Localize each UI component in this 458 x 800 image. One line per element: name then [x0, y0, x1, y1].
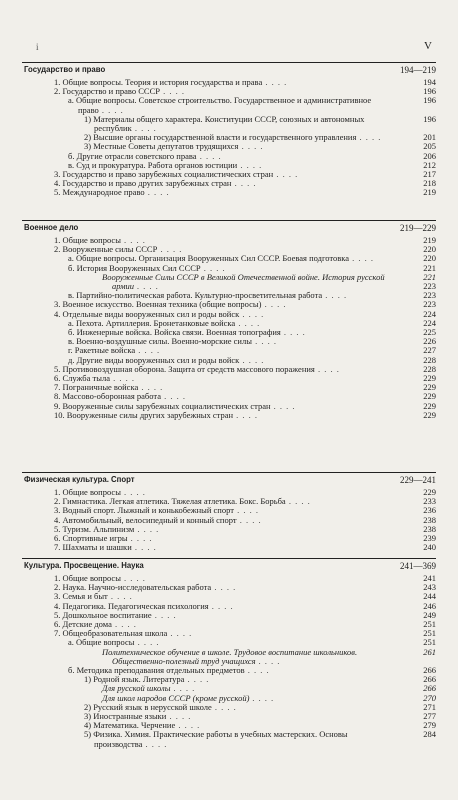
section-page-range: 219—229	[400, 223, 436, 233]
entry-page: 228	[423, 354, 436, 365]
entry-text: 10. Вооруженные силы других зарубежных стран	[54, 409, 234, 420]
dot-leader: . . . .	[239, 354, 265, 365]
section-title: Культура. Просвещение. Наука	[24, 561, 144, 570]
entry-text: 3) Местные Советы депутатов трудящихся	[84, 141, 239, 152]
entry-page: 229	[423, 487, 436, 497]
toc-entry	[22, 409, 436, 420]
entry-page: 270	[423, 692, 436, 703]
dot-leader: . . . .	[196, 150, 222, 161]
dot-leader: . . . .	[233, 409, 259, 420]
dot-leader: . . . .	[239, 308, 265, 319]
entry-page: 251	[423, 628, 436, 639]
entry-text: 6. Служба тыла	[54, 373, 110, 384]
section-title: Физическая культура. Спорт	[24, 475, 135, 484]
entry-page: 228	[423, 363, 436, 374]
entry-text: 5. Туризм. Альпинизм	[54, 523, 135, 534]
entry-page: 196	[423, 113, 436, 124]
entry-text: 7. Пограничные войска	[54, 382, 139, 393]
entry-text: 5. Дошкольное воспитание	[54, 609, 152, 620]
entry-page: 249	[423, 609, 436, 620]
entry-page: 223	[423, 290, 436, 301]
dot-leader: . . . .	[184, 674, 210, 685]
entry-text: 1. Общие вопросы	[54, 235, 121, 245]
entry-page: 220	[423, 253, 436, 264]
toc-entry	[22, 674, 436, 685]
entry-page: 266	[423, 674, 436, 685]
entry-page: 244	[423, 591, 436, 602]
section-title: Военное дело	[24, 223, 79, 232]
entry-page: 239	[423, 533, 436, 544]
entry-text: 1. Общие вопросы	[54, 487, 121, 497]
entry-text: 4. Отдельные виды вооруженных сил и роды войск	[54, 308, 240, 319]
dot-leader: . . . .	[285, 496, 311, 507]
dot-leader: . . . .	[138, 382, 164, 393]
entry-page: 196	[423, 86, 436, 97]
entry-page: 194	[423, 77, 436, 87]
dot-leader: . . . .	[120, 573, 146, 583]
dot-leader: . . . .	[211, 582, 237, 593]
entry-text: 2. Наука. Научно-исследовательская работа	[54, 582, 212, 593]
entry-text: г. Ракетные войска	[68, 345, 136, 356]
dot-leader: . . . .	[120, 487, 146, 497]
entry-page: 251	[423, 637, 436, 648]
entry-text: 3. Военное искусство. Военная техника (общие вопросы)	[54, 299, 262, 310]
section-heading	[22, 558, 436, 572]
entry-page: 238	[423, 523, 436, 534]
entry-text: 3. Семья и быт	[54, 591, 108, 602]
dot-leader: . . . .	[98, 104, 124, 115]
dot-leader: . . . .	[356, 132, 382, 143]
toc-entry	[22, 113, 436, 134]
toc-section	[22, 62, 436, 198]
entry-text: а. Общие вопросы. Организация Вооруженных Сил СССР. Боевая подготовка	[68, 253, 350, 264]
dot-leader: . . . .	[349, 253, 375, 264]
entry-text: 6. Детские дома	[54, 619, 112, 630]
entry-page: 229	[423, 373, 436, 384]
dot-leader: . . . .	[170, 683, 196, 694]
entry-page: 201	[423, 132, 436, 143]
dot-leader: . . . .	[144, 187, 170, 198]
entry-text: 7. Шахматы и шашки	[54, 542, 132, 553]
entry-page: 223	[423, 281, 436, 292]
section-page-range: 241—369	[400, 561, 436, 571]
entry-page: 221	[423, 262, 436, 273]
dot-leader: . . . .	[211, 701, 237, 712]
entry-text: а. Общие вопросы	[68, 637, 135, 648]
entry-text: 5) Физика. Химия. Практические работы в учебных мастерских. Основы производства	[84, 729, 348, 749]
toc-section	[22, 558, 436, 749]
section-heading	[22, 472, 436, 486]
dot-leader: . . . .	[238, 141, 264, 152]
dot-leader: . . . .	[231, 178, 257, 189]
entry-text: 3) Иностранные языки	[84, 711, 167, 722]
dot-leader: . . . .	[134, 523, 160, 534]
entry-text: б. Другие отрасли советского права	[68, 150, 197, 161]
toc-entry	[22, 646, 436, 666]
dot-leader: . . . .	[235, 317, 261, 328]
dot-leader: . . . .	[120, 235, 146, 245]
entry-page: 196	[423, 95, 436, 106]
entry-page: 221	[423, 271, 436, 282]
entry-page: 266	[423, 665, 436, 676]
entry-text: а. Общие вопросы. Советское строительство. Государственное и административное право	[68, 95, 372, 115]
entry-page: 229	[423, 400, 436, 411]
entry-page: 241	[423, 573, 436, 583]
entry-page: 277	[423, 711, 436, 722]
entry-page: 266	[423, 683, 436, 694]
dot-leader: . . . .	[208, 600, 234, 611]
entry-text: 2. Гимнастика. Легкая атлетика. Тяжелая атлетика. Бокс. Борьба	[54, 496, 286, 507]
toc-entry	[22, 187, 436, 198]
dot-leader: . . . .	[135, 345, 161, 356]
entry-page: 229	[423, 382, 436, 393]
entry-text: д. Другие виды вооруженных сил и роды войск	[68, 354, 240, 365]
section-page-range: 194—219	[400, 65, 436, 75]
entry-text: б. Методика преподавания отдельных предметов	[68, 665, 245, 676]
entry-text: в. Партийно-политическая работа. Культурно-просветительная работа	[68, 290, 323, 301]
entry-text: 3. Водный спорт. Лыжный и конькобежный спорт	[54, 505, 234, 516]
dot-leader: . . . .	[251, 336, 277, 347]
entry-text: 4. Педагогика. Педагогическая психология	[54, 600, 209, 611]
section-heading	[22, 62, 436, 76]
entry-page: 220	[423, 244, 436, 255]
entry-text: 7. Общеобразовательная школа	[54, 628, 168, 639]
entry-page: 261	[423, 646, 436, 657]
dot-leader: . . . .	[280, 327, 306, 338]
entry-text: 3. Государство и право зарубежных социалистических стран	[54, 169, 274, 180]
entry-text: 9. Вооруженные силы зарубежных социалистических стран	[54, 400, 271, 411]
entry-page: 223	[423, 299, 436, 310]
entry-page: 205	[423, 141, 436, 152]
entry-page: 246	[423, 600, 436, 611]
entry-page: 229	[423, 391, 436, 402]
toc-entry	[22, 711, 436, 722]
entry-page: 225	[423, 327, 436, 338]
toc-section	[22, 472, 436, 552]
entry-text: 2. Вооруженные силы СССР	[54, 244, 158, 255]
dot-leader: . . . .	[261, 299, 287, 310]
entry-page: 218	[423, 178, 436, 189]
dot-leader: . . . .	[159, 86, 185, 97]
dot-leader: . . . .	[167, 628, 193, 639]
dot-leader: . . . .	[151, 609, 177, 620]
toc-entry	[22, 701, 436, 712]
section-title: Государство и право	[24, 65, 106, 74]
dot-leader: . . . .	[157, 244, 183, 255]
dot-leader: . . . .	[322, 290, 348, 301]
dot-leader: . . . .	[166, 711, 192, 722]
entry-text: Политехническое обучение в школе. Трудовое воспитание школьников. Общественно-полезный труд учащихся	[102, 646, 358, 666]
dot-leader: . . . .	[142, 738, 168, 749]
toc-entry	[22, 95, 436, 115]
entry-text: 1) Материалы общего характера. Конституции СССР, союзных и автономных республик	[84, 113, 365, 134]
entry-text: в. Суд и прокуратура. Работа органов юстиции	[68, 159, 238, 170]
dot-leader: . . . .	[111, 619, 137, 630]
entry-text: 2) Высшие органы государственной власти и государственного управления	[84, 132, 357, 143]
entry-text: б. История Вооруженных Сил СССР	[68, 262, 201, 273]
dot-leader: . . . .	[249, 692, 275, 703]
corner-mark: i	[36, 42, 39, 52]
dot-leader: . . . .	[131, 123, 157, 134]
dot-leader: . . . .	[175, 720, 201, 731]
dot-leader: . . . .	[236, 514, 262, 525]
entry-page: 240	[423, 542, 436, 553]
section-page-range: 229—241	[400, 475, 436, 485]
dot-leader: . . . .	[233, 505, 259, 516]
dot-leader: . . . .	[255, 655, 281, 666]
entry-page: 238	[423, 514, 436, 525]
dot-leader: . . . .	[262, 77, 288, 87]
dot-leader: . . . .	[127, 533, 153, 544]
dot-leader: . . . .	[134, 637, 160, 648]
dot-leader: . . . .	[134, 281, 160, 292]
entry-text: а. Пехота. Артиллерия. Бронетанковые войска	[68, 317, 236, 328]
entry-page: 219	[423, 187, 436, 198]
entry-page: 271	[423, 701, 436, 712]
entry-text: 1. Общие вопросы	[54, 573, 121, 583]
entry-page: 251	[423, 619, 436, 630]
entry-text: 1) Родной язык. Литература	[84, 674, 185, 685]
toc-entry	[22, 729, 436, 749]
entry-text: 4) Математика. Черчение	[84, 720, 176, 731]
entry-text: 2. Государство и право СССР	[54, 86, 160, 97]
dot-leader: . . . .	[273, 169, 299, 180]
entry-text: 6. Спортивные игры	[54, 533, 128, 544]
dot-leader: . . . .	[109, 373, 135, 384]
entry-text: 1. Общие вопросы. Теория и история государства и права	[54, 77, 263, 87]
entry-page: 212	[423, 159, 436, 170]
entry-page: 243	[423, 582, 436, 593]
entry-page: 233	[423, 496, 436, 507]
entry-text: в. Военно-воздушные силы. Военно-морские силы	[68, 336, 252, 347]
entry-text: 5. Международное право	[54, 187, 145, 198]
entry-page: 226	[423, 336, 436, 347]
entry-text: 4. Автомобильный, велосипедный и конный спорт	[54, 514, 237, 525]
entry-text: 2) Русский язык в нерусской школе	[84, 701, 212, 712]
entry-page: 236	[423, 505, 436, 516]
entry-page: 284	[423, 729, 436, 740]
dot-leader: . . . .	[160, 391, 186, 402]
dot-leader: . . . .	[314, 363, 340, 374]
dot-leader: . . . .	[131, 542, 157, 553]
dot-leader: . . . .	[270, 400, 296, 411]
entry-text: 5. Противовоздушная оборона. Защита от средств массового поражения	[54, 363, 315, 374]
toc-section	[22, 220, 436, 420]
entry-page: 227	[423, 345, 436, 356]
dot-leader: . . . .	[237, 159, 263, 170]
section-heading	[22, 220, 436, 234]
entry-text: б. Инженерные войска. Войска связи. Военная топография	[68, 327, 281, 338]
entry-page: 229	[423, 409, 436, 420]
dot-leader: . . . .	[200, 262, 226, 273]
entry-text: 8. Массово-оборонная работа	[54, 391, 161, 402]
entry-text: Вооруженные Силы СССР в Великой Отечественной войне. История русской армии	[102, 271, 385, 292]
toc-entry	[22, 542, 436, 553]
entry-text: 4. Государство и право других зарубежных стран	[54, 178, 232, 189]
entry-page: 206	[423, 150, 436, 161]
entry-text: Для школ народов СССР (кроме русской)	[102, 692, 250, 703]
entry-page: 217	[423, 169, 436, 180]
dot-leader: . . . .	[107, 591, 133, 602]
entry-page: 224	[423, 317, 436, 328]
entry-page: 219	[423, 235, 436, 245]
entry-page: 224	[423, 308, 436, 319]
dot-leader: . . . .	[244, 665, 270, 676]
entry-text: Для русской школы	[102, 683, 171, 694]
entry-page: 279	[423, 720, 436, 731]
page-marker: V	[424, 40, 433, 52]
